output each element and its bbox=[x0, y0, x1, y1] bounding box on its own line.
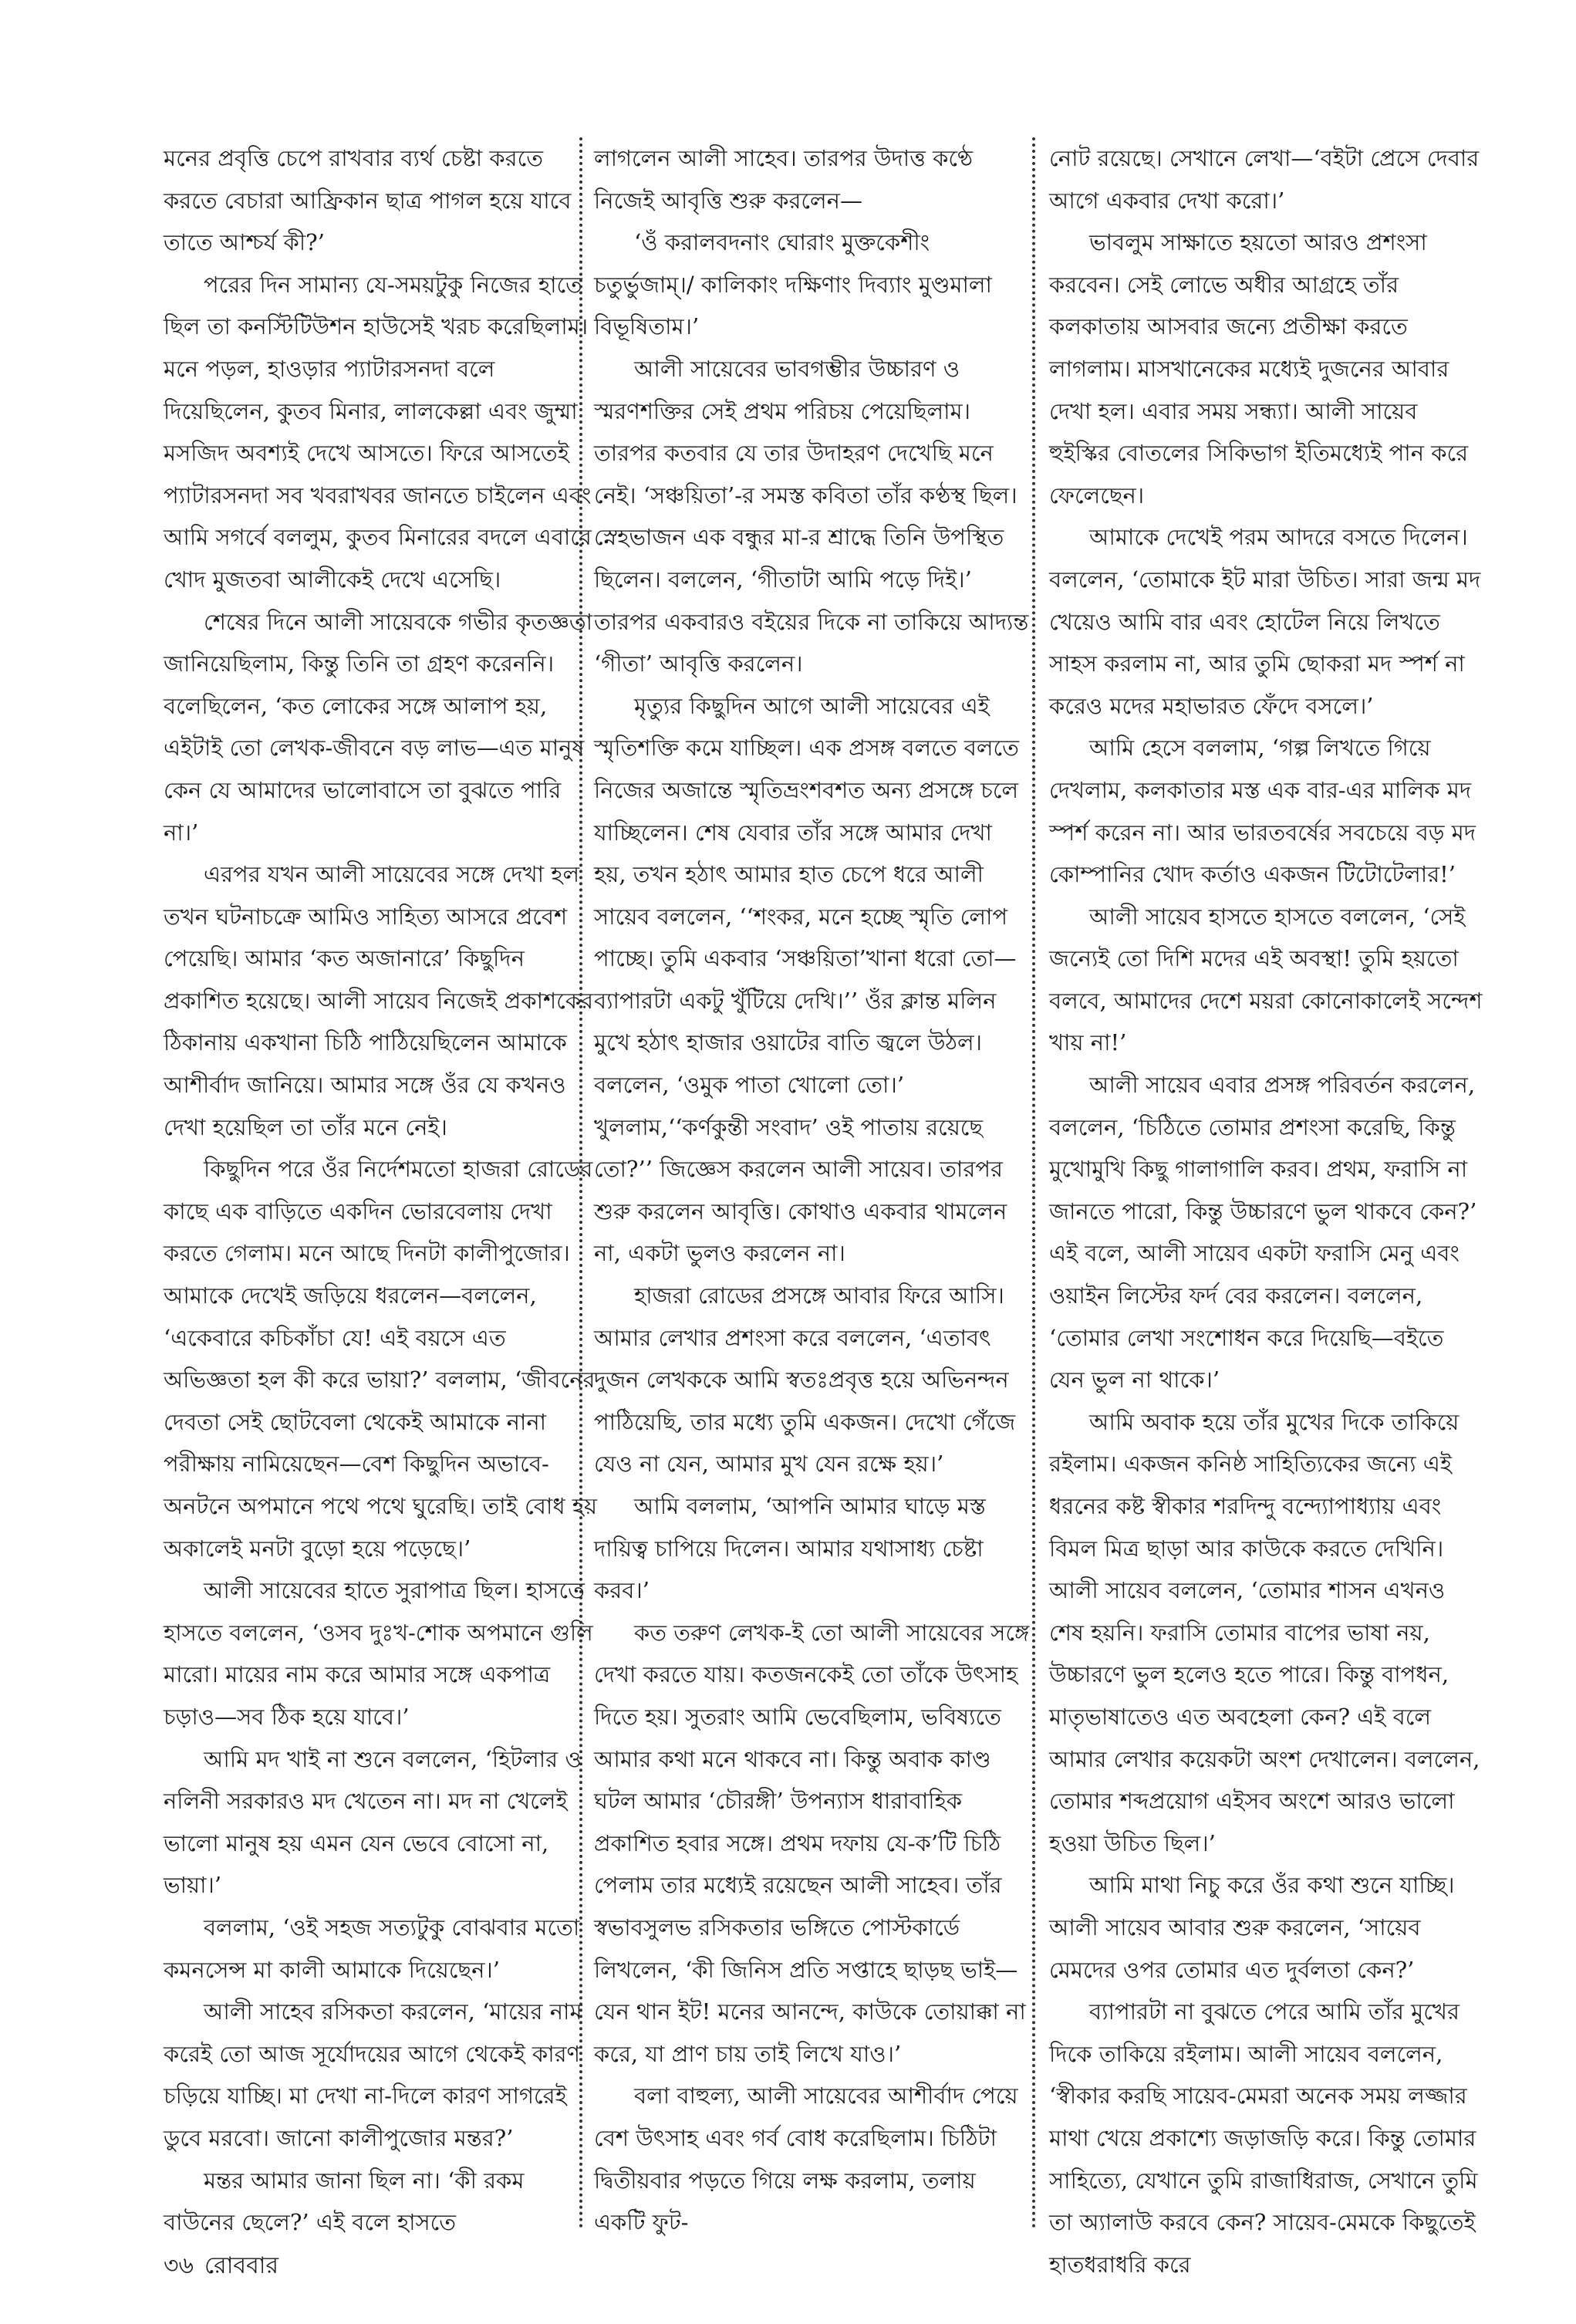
paragraph: আলী সায়েব এবার প্রসঙ্গ পরিবর্তন করলেন, বললেন, ‘চিঠিতে তোমার প্রশংসা করেছি, কিন্তু মুখোমুখি কিছু গালাগালি করব। প্রথম, ফরাসি না জানতে পারো, কিন্তু উচ্চারণে ভুল থাকবে কেন?’ এই বলে, আলী সায়েব একটা ফরাসি মেনু এবং ওয়াইন লিস্টের ফর্দ বের করলেন। বললেন, ‘তোমার লেখা সংশোধন করে দিয়েছি—বইতে যেন ভুল না থাকে।’ bbox=[1049, 1072, 1477, 1393]
paragraph: আমাকে দেখেই পরম আদরে বসতে দিলেন। বললেন, ‘তোমাকে ইট মারা উচিত। সারা জন্ম মদ খেয়েও আমি বার এবং হোটেল নিয়ে লিখতে সাহস করলাম না, আর তুমি ছোকরা মদ স্পর্শ না করেও মদের মহাভারত ফেঁদে বসলে।’ bbox=[1049, 524, 1481, 719]
paragraph: বললাম, ‘ওই সহজ সত্যটুকু বোঝবার মতো কমনসেন্স মা কালী আমাকে দিয়েছেন।’ bbox=[164, 1914, 580, 1983]
paragraph: আলী সায়েবের হাতে সুরাপাত্র ছিল। হাসতে হাসতে বললেন, ‘ওসব দুঃখ-শোক অপমানে গুলি মারো। মায়ের নাম করে আমার সঙ্গে একপাত্র চড়াও—সব ঠিক হয়ে যাবে।’ bbox=[164, 1577, 593, 1730]
paragraph: মনের প্রবৃত্তি চেপে রাখবার ব্যর্থ চেষ্টা করতে করতে বেচারা আফ্রিকান ছাত্র পাগল হয়ে যাবে তাতে আশ্চর্য কী?’ bbox=[164, 145, 572, 256]
paragraph: আমি মদ খাই না শুনে বললেন, ‘হিটলার ও নলিনী সরকারও মদ খেতেন না। মদ না খেলেই ভালো মানুষ হয় এমন যেন ভেবে বোসো না, ভায়া।’ bbox=[164, 1745, 582, 1899]
magazine-name: রোববার bbox=[204, 2252, 278, 2279]
text-column-3 bbox=[1049, 137, 1485, 2285]
page-footer bbox=[164, 2247, 289, 2286]
paragraph: ব্যাপারটা না বুঝতে পেরে আমি তাঁর মুখের দিকে তাকিয়ে রইলাম। আলী সায়েব বললেন, ‘স্বীকার করছি সায়েব-মেমরা অনেক সময় লজ্জার মাথা খেয়ে প্রকাশ্যে জড়াজড়ি করে। কিন্তু তোমার সাহিত্যে, যেখানে তুমি রাজাধিরাজ, সেখানে তুমি তা অ্যালাউ করবে কেন? সায়েব-মেমকে কিছুতেই হাতধরাধরি করে bbox=[1049, 1998, 1478, 2278]
paragraph: আলী সাহেব রসিকতা করলেন, ‘মায়ের নাম করেই তো আজ সূর্যোদয়ের আগে থেকেই কারণ চড়িয়ে যাচ্ছি। মা দেখা না-দিলে কারণ সাগরেই ডুবে মরবো। জানো কালীপুজোর মন্তর?’ bbox=[164, 1998, 582, 2151]
text-column-1 bbox=[164, 137, 599, 2244]
text-column-2 bbox=[594, 137, 1030, 2244]
paragraph: ভাবলুম সাক্ষাতে হয়তো আরও প্রশংসা করবেন। সেই লোভে অধীর আগ্রহে তাঁর কলকাতায় আসবার জন্যে প্রতীক্ষা করতে লাগলাম। মাসখানেকের মধ্যেই দুজনের আবার দেখা হল। এবার সময় সন্ধ্যা। আলী সায়েব হুইস্কির বোতলের সিকিভাগ ইতিমধ্যেই পান করে ফেলেছেন। bbox=[1049, 229, 1469, 508]
paragraph: আলী সায়েব হাসতে হাসতে বললেন, ‘সেই জন্যেই তো দিশি মদের এই অবস্থা! তুমি হয়তো বলবে, আমাদের দেশে ময়রা কোনোকালেই সন্দেশ খায় না!’ bbox=[1049, 903, 1483, 1056]
paragraph: ‘ওঁ করালবদনাং ঘোরাং মুক্তকেশীং চতুর্ভুজাম্।/ কালিকাং দক্ষিণাং দিব্যাং মুণ্ডমালা বিভূষিতাম।’ bbox=[594, 229, 992, 340]
paragraph: মৃত্যুর কিছুদিন আগে আলী সায়েবের এই স্মৃতিশক্তি কমে যাচ্ছিল। এক প্রসঙ্গ বলতে বলতে নিজের অজান্তে স্মৃতিভ্রংশবশত অন্য প্রসঙ্গে চলে যাচ্ছিলেন। শেষ যেবার তাঁর সঙ্গে আমার দেখা হয়, তখন হঠাৎ আমার হাত চেপে ধরে আলী সায়েব বললেন, ‘‘শংকর, মনে হচ্ছে স্মৃতি লোপ পাচ্ছে। তুমি একবার ‘সঞ্চয়িতা’খানা ধরো তো—ব্যাপারটা একটু খুঁটিয়ে দেখি।’’ ওঁর ক্লান্ত মলিন মুখে হঠাৎ হাজার ওয়াটের বাতি জ্বলে উঠল। বললেন, ‘ওমুক পাতা খোলো তো।’ খুললাম,‘‘কর্ণকুন্তী সংবাদ’ ওই পাতায় রয়েছে তো?’’ জিজ্ঞেস করলেন আলী সায়েব। তারপর শুরু করলেন আবৃত্তি। কোথাও একবার থামলেন না, একটা ভুলও করলেন না। bbox=[594, 692, 1019, 1267]
paragraph: পরের দিন সামান্য যে-সময়টুকু নিজের হাতে ছিল তা কনস্টিটিউশন হাউসেই খরচ করেছিলাম। মনে পড়ল, হাওড়ার প্যাটারসনদা বলে দিয়েছিলেন, কুতব মিনার, লালকেল্লা এবং জুম্মা মসজিদ অবশ্যই দেখে আসতে। ফিরে আসতেই প্যাটারসনদা সব খবরাখবর জানতে চাইলেন এবং আমি সগর্বে বললুম, কুতব মিনারের বদলে এবারে খোদ মুজতবা আলীকেই দেখে এসেছি। bbox=[164, 271, 592, 593]
paragraph: আমি বললাম, ‘আপনি আমার ঘাড়ে মস্ত দায়িত্ব চাপিয়ে দিলেন। আমার যথাসাধ্য চেষ্টা করব।’ bbox=[594, 1493, 986, 1604]
paragraph: লাগলেন আলী সাহেব। তারপর উদাত্ত কণ্ঠে নিজেই আবৃত্তি শুরু করলেন— bbox=[594, 145, 974, 214]
page-number: ৩৬ bbox=[164, 2252, 194, 2279]
paragraph: মন্তর আমার জানা ছিল না। ‘কী রকম বাউনের ছেলে?’ এই বলে হাসতে bbox=[164, 2167, 525, 2236]
column-divider-1 bbox=[579, 137, 582, 2230]
paragraph: আমি অবাক হয়ে তাঁর মুখের দিকে তাকিয়ে রইলাম। একজন কনিষ্ঠ সাহিত্যিকের জন্যে এই ধরনের কষ্ট স্বীকার শরদিন্দু বন্দ্যোপাধ্যায় এবং বিমল মিত্র ছাড়া আর কাউকে করতে দেখিনি। আলী সায়েব বললেন, ‘তোমার শাসন এখনও শেষ হয়নি। ফরাসি তোমার বাপের ভাষা নয়, উচ্চারণে ভুল হলেও হতে পারে। কিন্তু বাপধন, মাতৃভাষাতেও এত অবহেলা কেন? এই বলে আমার লেখার কয়েকটা অংশ দেখালেন। বললেন, তোমার শব্দপ্রয়োগ এইসব অংশে আরও ভালো হওয়া উচিত ছিল।’ bbox=[1049, 1408, 1480, 1856]
paragraph: নোট রয়েছে। সেখানে লেখা—‘বইটা প্রেসে দেবার আগে একবার দেখা করো।’ bbox=[1049, 145, 1480, 214]
paragraph: আমি মাথা নিচু করে ওঁর কথা শুনে যাচ্ছি। আলী সায়েব আবার শুরু করলেন, ‘সায়েব মেমদের ওপর তোমার এত দুর্বলতা কেন?’ bbox=[1049, 1872, 1455, 1983]
paragraph: এরপর যখন আলী সায়েবের সঙ্গে দেখা হল তখন ঘটনাচক্রে আমিও সাহিত্য আসরে প্রবেশ পেয়েছি। আমার ‘কত অজানারে’ কিছুদিন প্রকাশিত হয়েছে। আলী সায়েব নিজেই প্রকাশকের ঠিকানায় একখানা চিঠি পাঠিয়েছিলেন আমাকে আশীর্বাদ জানিয়ে। আমার সঙ্গে ওঁর যে কখনও দেখা হয়েছিল তা তাঁর মনে নেই। bbox=[164, 861, 594, 1140]
paragraph: হাজরা রোডের প্রসঙ্গে আবার ফিরে আসি। আমার লেখার প্রশংসা করে বললেন, ‘এতাবৎ দুজন লেখককে আমি স্বতঃপ্রবৃত্ত হয়ে অভিনন্দন পাঠিয়েছি, তার মধ্যে তুমি একজন। দেখো গেঁজে যেও না যেন, আমার মুখ যেন রক্ষে হয়।’ bbox=[594, 1282, 1016, 1478]
paragraph: কত তরুণ লেখক-ই তো আলী সায়েবের সঙ্গে দেখা করতে যায়। কতজনকেই তো তাঁকে উৎসাহ দিতে হয়। সুতরাং আমি ভেবেছিলাম, ভবিষ্যতে আমার কথা মনে থাকবে না। কিন্তু অবাক কাণ্ড ঘটল আমার ‘চৌরঙ্গী’ উপন্যাস ধারাবাহিক প্রকাশিত হবার সঙ্গে। প্রথম দফায় যে-ক’টি চিঠি পেলাম তার মধ্যেই রয়েছেন আলী সাহেব। তাঁর স্বভাবসুলভ রসিকতার ভঙ্গিতে পোস্টকার্ডে লিখলেন, ‘কী জিনিস প্রতি সপ্তাহে ছাড়ছ ভাই—যেন থান ইট! মনের আনন্দে, কাউকে তোয়াক্কা না করে, যা প্রাণ চায় তাই লিখে যাও।’ bbox=[594, 1619, 1030, 2067]
column-divider-2 bbox=[1032, 137, 1035, 2230]
paragraph: আমি হেসে বললাম, ‘গল্প লিখতে গিয়ে দেখলাম, কলকাতার মস্ত এক বার-এর মালিক মদ স্পর্শ করেন না। আর ভারতবর্ষের সবচেয়ে বড় মদ কোম্পানির খোদ কর্তাও একজন টিটোটেলার!’ bbox=[1049, 735, 1476, 888]
paragraph: শেষের দিনে আলী সায়েবকে গভীর কৃতজ্ঞতা জানিয়েছিলাম, কিন্তু তিনি তা গ্রহণ করেননি। বলেছিলেন, ‘কত লোকের সঙ্গে আলাপ হয়, এইটাই তো লেখক-জীবনে বড় লাভ—এত মানুষ কেন যে আমাদের ভালোবাসে তা বুঝতে পারি না।’ bbox=[164, 608, 593, 846]
paragraph: আলী সায়েবের ভাবগম্ভীর উচ্চারণ ও স্মরণশক্তির সেই প্রথম পরিচয় পেয়েছিলাম। তারপর কতবার যে তার উদাহরণ দেখেছি মনে নেই। ‘সঞ্চয়িতা’-র সমস্ত কবিতা তাঁর কণ্ঠস্থ ছিল। স্নেহভাজন এক বন্ধুর মা-র শ্রাদ্ধে তিনি উপস্থিত ছিলেন। বললেন, ‘গীতাটা আমি পড়ে দিই।’ তারপর একবারও বইয়ের দিকে না তাকিয়ে আদ্যন্ত ‘গীতা’ আবৃত্তি করলেন। bbox=[594, 355, 1029, 677]
paragraph: কিছুদিন পরে ওঁর নির্দেশমতো হাজরা রোডের কাছে এক বাড়িতে একদিন ভোরবেলায় দেখা করতে গেলাম। মনে আছে দিনটা কালীপুজোর। আমাকে দেখেই জড়িয়ে ধরলেন—বললেন, ‘একেবারে কচিকাঁচা যে! এই বয়সে এত অভিজ্ঞতা হল কী করে ভায়া?’ বললাম, ‘জীবনের দেবতা সেই ছোটবেলা থেকেই আমাকে নানা পরীক্ষায় নামিয়েছেন—বেশ কিছুদিন অভাবে-অনটনে অপমানে পথে পথে ঘুরেছি। তাই বোধ হয় অকালেই মনটা বুড়ো হয়ে পড়েছে।’ bbox=[164, 1156, 598, 1562]
paragraph: বলা বাহুল্য, আলী সায়েবের আশীর্বাদ পেয়ে বেশ উৎসাহ এবং গর্ব বোধ করেছিলাম। চিঠিটা দ্বিতীয়বার পড়তে গিয়ে লক্ষ করলাম, তলায় একটি ফুট- bbox=[594, 2082, 1018, 2236]
